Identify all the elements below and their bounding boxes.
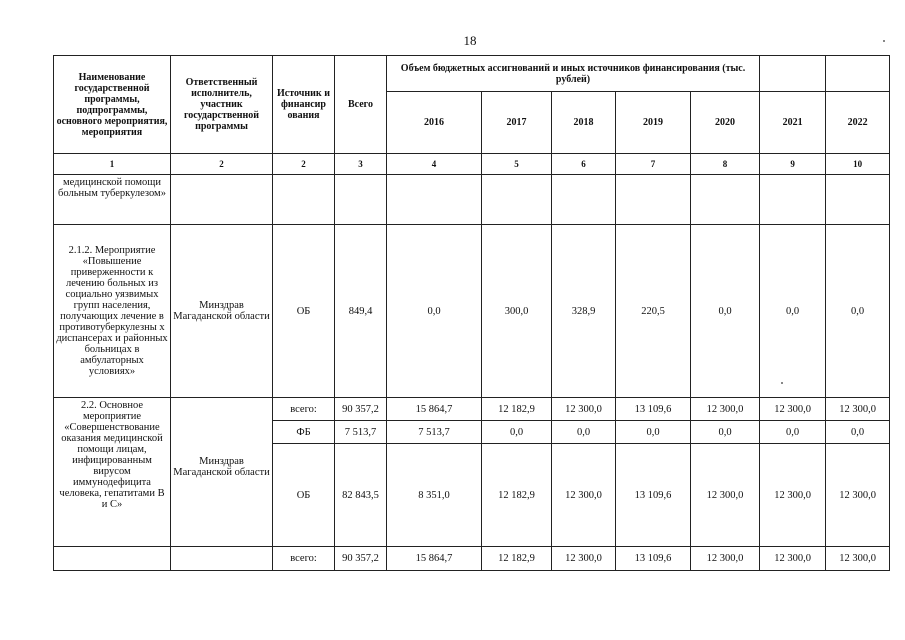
empty-cell: [273, 175, 335, 225]
row-value: 0,0: [387, 225, 482, 398]
row-value: 0,0: [760, 225, 826, 398]
table-row-continuation: [54, 175, 890, 225]
row-value: 0,0: [691, 225, 760, 398]
empty-cell: [171, 175, 273, 225]
empty-cell: [691, 175, 760, 225]
row-value: 8 351,0: [387, 444, 482, 547]
row-value: 0,0: [826, 421, 890, 444]
row-total: 849,4: [335, 225, 387, 398]
row-value: 300,0: [482, 225, 552, 398]
empty-cell: [387, 175, 482, 225]
row-value: 12 300,0: [691, 547, 760, 571]
empty-cell: [616, 175, 691, 225]
row-value: 12 300,0: [760, 547, 826, 571]
header-name: Наименование государственной программы, подпрограммы, основного мероприятия, мероприятия: [54, 56, 171, 154]
row-name: 2.1.2. Мероприятие «Повышение приверженности к лечению больных из социально уязвимых групп населения, получающих лечение в противотуберкулезны х диспансерах и районных больницах в амбулаторных условиях»: [54, 225, 171, 398]
row-value: 12 300,0: [691, 398, 760, 421]
row-value: 0,0: [826, 225, 890, 398]
row-value: 12 300,0: [691, 444, 760, 547]
table-row-item-2-2-total: [54, 398, 890, 421]
header-empty-1: [760, 56, 826, 92]
row-value: 7 513,7: [387, 421, 482, 444]
scan-speck: [883, 40, 885, 42]
row-value: 0,0: [760, 421, 826, 444]
row-value: 13 109,6: [616, 398, 691, 421]
row-value: 12 182,9: [482, 444, 552, 547]
empty-cell: [482, 175, 552, 225]
row-value: 0,0: [552, 421, 616, 444]
header-year: 2020: [691, 92, 760, 154]
scan-speck: [781, 382, 783, 384]
column-numbers-row: [54, 154, 890, 175]
row-value: 12 300,0: [760, 444, 826, 547]
column-number: 2: [171, 154, 273, 175]
row-source: всего:: [273, 398, 335, 421]
table-row-last: [54, 547, 890, 571]
row-value: 220,5: [616, 225, 691, 398]
row-value: 12 300,0: [826, 547, 890, 571]
row-value: 12 182,9: [482, 547, 552, 571]
column-number: 7: [616, 154, 691, 175]
row-value: 0,0: [616, 421, 691, 444]
row-source: ОБ: [273, 444, 335, 547]
header-responsible: Ответственный исполнитель, участник государственной программы: [171, 56, 273, 154]
row-value: 12 300,0: [552, 398, 616, 421]
row-responsible: Минздрав Магаданской области: [171, 225, 273, 398]
empty-cell: [54, 547, 171, 571]
column-number: 1: [54, 154, 171, 175]
budget-table: [53, 55, 890, 571]
row-value: 13 109,6: [616, 444, 691, 547]
page-number: 18: [463, 33, 477, 48]
row-value: 13 109,6: [616, 547, 691, 571]
row-source: ФБ: [273, 421, 335, 444]
header-year: 2016: [387, 92, 482, 154]
column-number: 4: [387, 154, 482, 175]
empty-cell: [760, 175, 826, 225]
row-value: 12 300,0: [552, 444, 616, 547]
row-value: 12 300,0: [760, 398, 826, 421]
column-number: 9: [760, 154, 826, 175]
header-year: 2019: [616, 92, 691, 154]
row-responsible: Минздрав Магаданской области: [171, 398, 273, 547]
header-volume: Объем бюджетных ассигнований и иных источников финансирования (тыс. рублей): [387, 56, 760, 92]
header-year: 2018: [552, 92, 616, 154]
row-value: 0,0: [482, 421, 552, 444]
row-total: 90 357,2: [335, 398, 387, 421]
header-total: Всего: [335, 56, 387, 154]
row-total: 90 357,2: [335, 547, 387, 571]
row-source: ОБ: [273, 225, 335, 398]
table-row-item-2-1-2: [54, 225, 890, 398]
row-value: 15 864,7: [387, 547, 482, 571]
row-total: 82 843,5: [335, 444, 387, 547]
row-value: 0,0: [691, 421, 760, 444]
row-name: медицинской помощи больным туберкулезом»: [54, 175, 171, 225]
row-value: 328,9: [552, 225, 616, 398]
row-source: всего:: [273, 547, 335, 571]
row-total: 7 513,7: [335, 421, 387, 444]
empty-cell: [335, 175, 387, 225]
column-number: 8: [691, 154, 760, 175]
header-source: Источник и финансир ования: [273, 56, 335, 154]
header-year: 2017: [482, 92, 552, 154]
empty-cell: [552, 175, 616, 225]
column-number: 3: [335, 154, 387, 175]
header-year: 2022: [826, 92, 890, 154]
column-number: 2: [273, 154, 335, 175]
row-value: 12 300,0: [552, 547, 616, 571]
header-year: 2021: [760, 92, 826, 154]
row-value: 15 864,7: [387, 398, 482, 421]
row-name: 2.2. Основное мероприятие «Совершенствование оказания медицинской помощи лицам, инфицированным вирусом иммунодефицита человека, гепатитами В и С»: [54, 398, 171, 547]
column-number: 6: [552, 154, 616, 175]
header-empty-2: [826, 56, 890, 92]
row-value: 12 300,0: [826, 398, 890, 421]
empty-cell: [171, 547, 273, 571]
row-value: 12 182,9: [482, 398, 552, 421]
header-row: [54, 56, 890, 92]
empty-cell: [826, 175, 890, 225]
row-value: 12 300,0: [826, 444, 890, 547]
column-number: 5: [482, 154, 552, 175]
column-number: 10: [826, 154, 890, 175]
